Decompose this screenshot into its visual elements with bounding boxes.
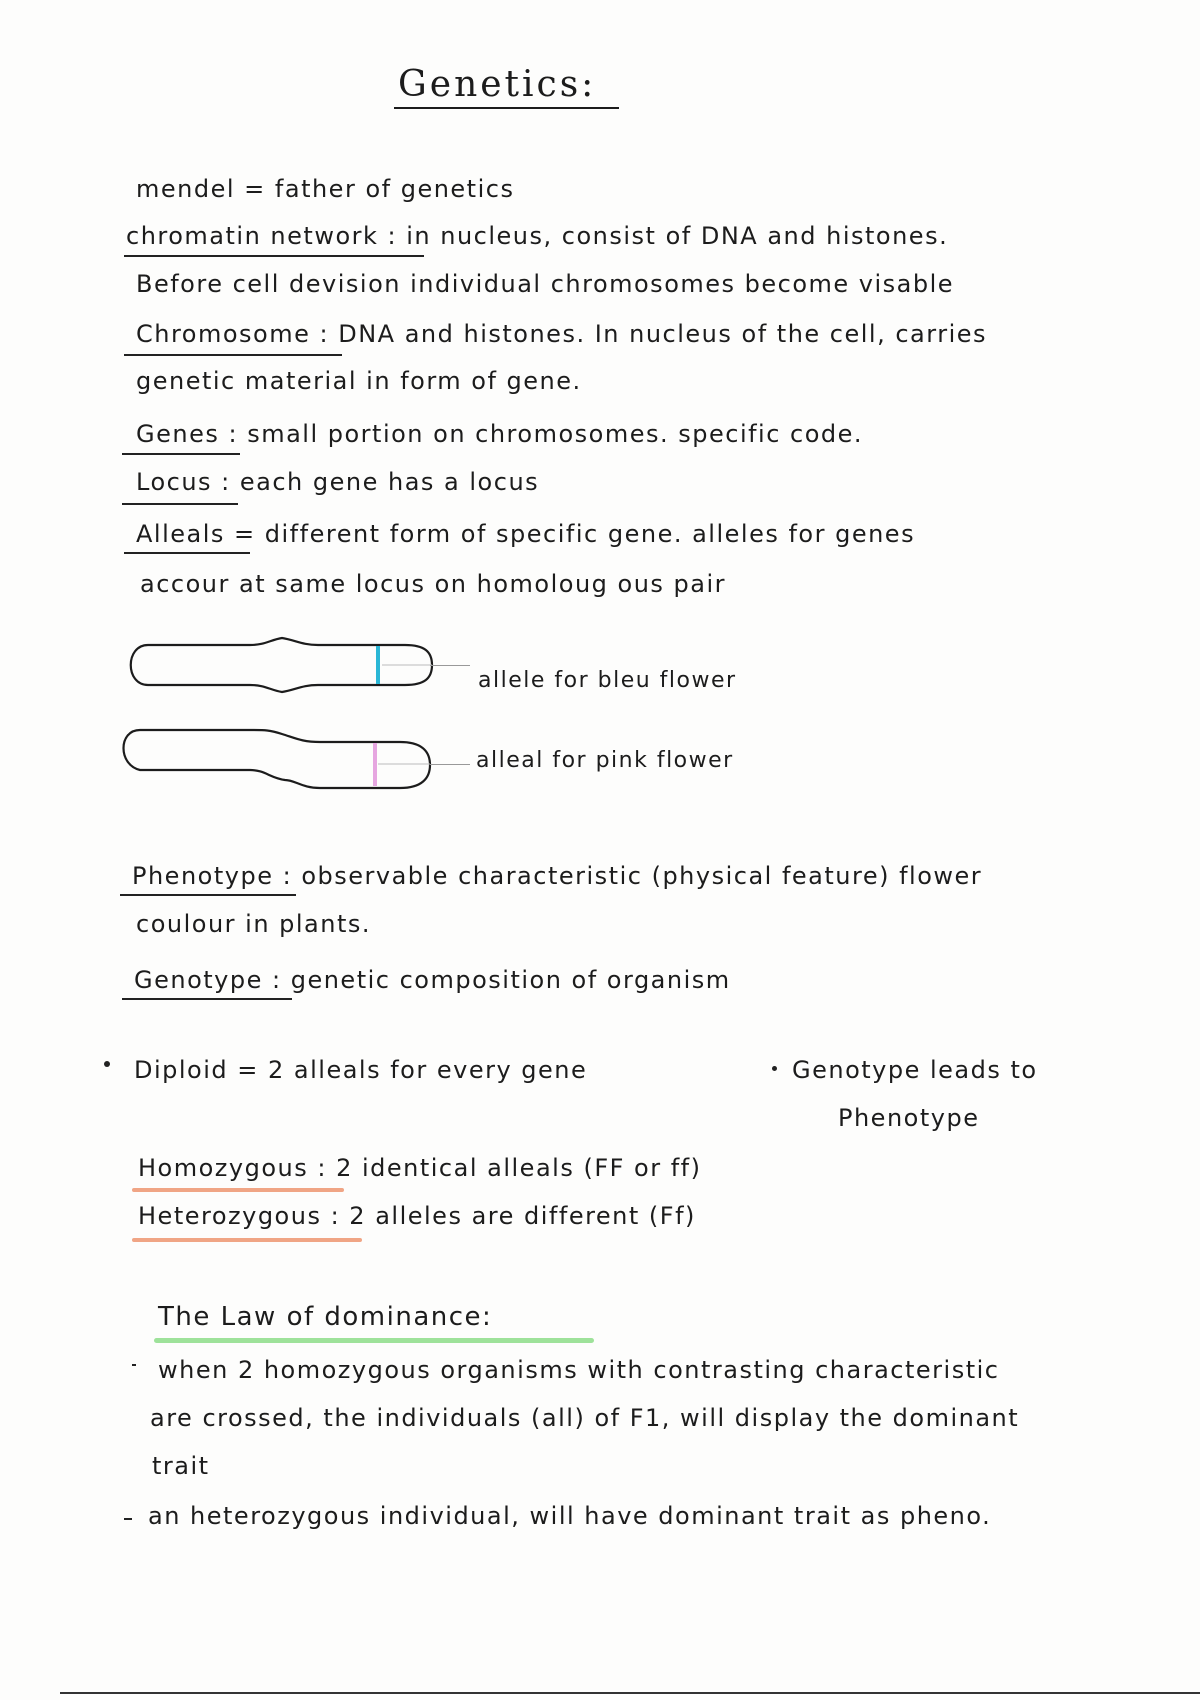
underline-genotype bbox=[122, 998, 292, 1000]
underline-heterozygous bbox=[132, 1238, 362, 1242]
term-chromatin-network: chromatin network bbox=[126, 222, 379, 250]
definition-alleals: different form of specific gene. alleles for genes bbox=[264, 520, 916, 548]
term-phenotype: Phenotype bbox=[132, 862, 274, 890]
underline-genes bbox=[122, 453, 240, 455]
dash-law1 bbox=[132, 1364, 136, 1366]
line-mendel: mendel = father of genetics bbox=[136, 175, 515, 203]
title-underline bbox=[394, 107, 619, 109]
underline-law-heading bbox=[154, 1338, 594, 1343]
term-mendel: mendel bbox=[136, 175, 236, 203]
line-chromosome: Chromosome : DNA and histones. In nucleus of the cell, carries bbox=[136, 320, 988, 348]
label-blue-allele: allele for bleu flower bbox=[478, 668, 737, 693]
note-genotype-leads: Genotype leads to bbox=[792, 1056, 1038, 1084]
dash-law4 bbox=[124, 1518, 132, 1520]
chromosome-outline-bottom bbox=[124, 730, 431, 788]
page-title: Genetics: bbox=[398, 64, 597, 105]
term-heterozygous: Heterozygous bbox=[138, 1202, 322, 1230]
term-homozygous: Homozygous bbox=[138, 1154, 309, 1182]
pointer-line-blue bbox=[430, 665, 470, 666]
term-diploid: Diploid bbox=[134, 1056, 229, 1084]
line-chromosome-cont: genetic material in form of gene. bbox=[136, 367, 582, 395]
line-alleals: Alleals = different form of specific gene. alleles for genes bbox=[136, 520, 916, 548]
definition-chromosome: DNA and histones. In nucleus of the cell, carries bbox=[338, 320, 988, 348]
line-phenotype: Phenotype : observable characteristic (physical feature) flower bbox=[132, 862, 983, 890]
term-genotype: Genotype bbox=[134, 966, 263, 994]
line-alleals-cont: accour at same locus on homoloug ous pair bbox=[140, 570, 727, 598]
definition-homozygous: 2 identical alleals (FF or ff) bbox=[336, 1154, 702, 1182]
line-chromatin: chromatin network : in nucleus, consist of DNA and histones. bbox=[126, 222, 949, 250]
line-heterozygous: Heterozygous : 2 alleles are different (Ff) bbox=[138, 1202, 696, 1230]
line-before-division: Before cell devision individual chromosomes become visable bbox=[136, 270, 955, 298]
page-bottom-edge bbox=[60, 1692, 1200, 1694]
term-genes: Genes bbox=[136, 420, 220, 448]
line-locus: Locus : each gene has a locus bbox=[136, 468, 540, 496]
underline-chromosome bbox=[124, 354, 342, 356]
pointer-line-pink bbox=[430, 764, 470, 765]
underline-homozygous bbox=[132, 1188, 344, 1192]
bullet-diploid bbox=[104, 1061, 110, 1067]
bullet-note bbox=[772, 1066, 777, 1071]
definition-diploid: 2 alleals for every gene bbox=[268, 1056, 588, 1084]
line-genotype: Genotype : genetic composition of organism bbox=[134, 966, 731, 994]
label-pink-allele: alleal for pink flower bbox=[476, 748, 734, 773]
underline-locus bbox=[122, 503, 238, 505]
law-of-dominance-heading: The Law of dominance: bbox=[158, 1302, 493, 1332]
law-line-4: an heterozygous individual, will have dominant trait as pheno. bbox=[148, 1502, 992, 1530]
definition-chromatin: in nucleus, consist of DNA and histones. bbox=[406, 222, 949, 250]
homologous-chromosomes-diagram bbox=[120, 630, 440, 800]
law-line-3: trait bbox=[152, 1452, 210, 1480]
definition-genes: small portion on chromosomes. specific code. bbox=[247, 420, 864, 448]
definition-mendel: father of genetics bbox=[274, 175, 515, 203]
term-chromosome: Chromosome bbox=[136, 320, 311, 348]
term-locus: Locus bbox=[136, 468, 213, 496]
underline-chromatin bbox=[124, 255, 424, 257]
underline-phenotype bbox=[120, 894, 296, 896]
line-homozygous: Homozygous : 2 identical alleals (FF or ff) bbox=[138, 1154, 702, 1182]
definition-phenotype: observable characteristic (physical feature) flower bbox=[301, 862, 983, 890]
law-line-2: are crossed, the individuals (all) of F1, will display the dominant bbox=[150, 1404, 1020, 1432]
note-phenotype: Phenotype bbox=[838, 1104, 980, 1132]
definition-genotype: genetic composition of organism bbox=[290, 966, 731, 994]
line-phenotype-cont: coulour in plants. bbox=[136, 910, 372, 938]
underline-alleals bbox=[124, 552, 250, 554]
law-line-1: when 2 homozygous organisms with contrasting characteristic bbox=[158, 1356, 1000, 1384]
chromosome-bottom bbox=[124, 730, 431, 788]
definition-locus: each gene has a locus bbox=[239, 468, 540, 496]
definition-heterozygous: 2 alleles are different (Ff) bbox=[349, 1202, 696, 1230]
line-genes: Genes : small portion on chromosomes. specific code. bbox=[136, 420, 864, 448]
chromosome-top bbox=[131, 638, 432, 692]
term-alleals: Alleals bbox=[136, 520, 225, 548]
line-diploid: Diploid = 2 alleals for every gene bbox=[134, 1056, 588, 1084]
